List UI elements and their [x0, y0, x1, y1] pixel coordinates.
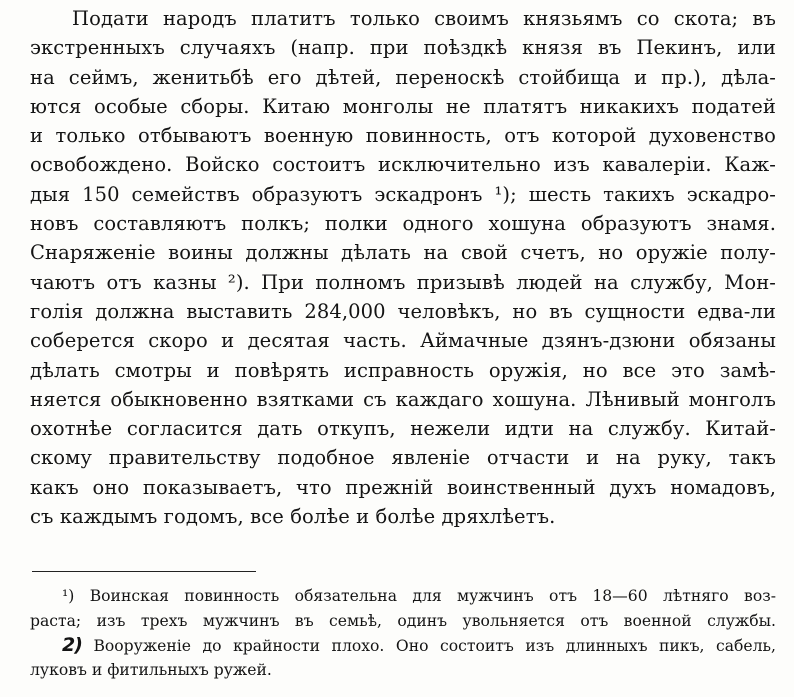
- text-line: скому правительству подобное явленіе отчасти и на руку, такъ: [30, 446, 776, 470]
- text-line: экстренныхъ случаяхъ (напр. при поѣздкѣ князя въ Пекинъ, или: [30, 36, 776, 60]
- footnote-2-line-2: луковъ и фитильныхъ ружей.: [30, 660, 272, 679]
- main-text-body: [30, 4, 776, 531]
- text-line: дыя 150 семействъ образуютъ эскадронъ ¹); шесть такихъ эскадро-: [30, 182, 776, 206]
- footnote-2-marker: 2): [62, 634, 82, 656]
- footnote-2: [30, 633, 776, 682]
- footnote-2-line-1: [30, 633, 776, 658]
- text-line: няется обыкновенно взятками съ каждаго хошуна. Лѣнивый монголъ: [30, 387, 776, 411]
- text-line: освобождено. Войско состоитъ исключительно изъ кавалеріи. Каж-: [30, 153, 776, 177]
- footnote-1-text: Воинская повинность обязательна для мужчинъ отъ 18—60 лѣтняго воз-: [89, 587, 776, 605]
- footnote-1-line-1: [30, 584, 776, 609]
- text-line: соберется скоро и десятая часть. Аймачные дзянъ-дзюни обязаны: [30, 329, 776, 353]
- text-line: на сеймъ, женитьбѣ его дѣтей, переноскѣ стойбища и пр.), дѣла-: [30, 65, 776, 89]
- text-line: съ каждымъ годомъ, все болѣе и болѣе дряхлѣетъ.: [30, 505, 556, 529]
- footnotes-section: [30, 584, 776, 682]
- footnote-1-marker: ¹): [62, 587, 75, 605]
- footnote-1-line-2: раста; изъ трехъ мужчинъ въ семьѣ, одинъ увольняется отъ военной службы.: [30, 611, 776, 630]
- text-line: голія должна выставить 284,000 человѣкъ, но въ сущности едва-ли: [30, 299, 776, 323]
- text-line: дѣлать смотры и повѣрять исправность оружія, но все это замѣ-: [30, 358, 776, 382]
- text-line: ются особые сборы. Китаю монголы не платятъ никакихъ податей: [30, 94, 776, 118]
- text-line: Подати народъ платитъ только своимъ князьямъ со скота; въ: [72, 7, 776, 30]
- text-line: новъ составляютъ полкъ; полки одного хошуна образуютъ знамя.: [30, 212, 776, 236]
- text-line: Снаряженіе воины должны дѣлать на свой счетъ, но оружіе полу-: [30, 241, 776, 265]
- text-line: и только отбываютъ военную повинность, отъ которой духовенство: [30, 124, 776, 148]
- text-line: охотнѣе согласится дать откупъ, нежели идти на службу. Китай-: [30, 417, 776, 441]
- text-line: какъ оно показываетъ, что прежній воинственный духъ номадовъ,: [30, 475, 776, 499]
- footnote-1: [30, 584, 776, 633]
- footnote-2-text: Вооруженіе до крайности плохо. Оно состоитъ изъ длинныхъ пикъ, сабель,: [93, 637, 776, 655]
- footnote-divider: [32, 571, 256, 572]
- text-line: чаютъ отъ казны ²). При полномъ призывѣ людей на службу, Мон-: [30, 270, 776, 294]
